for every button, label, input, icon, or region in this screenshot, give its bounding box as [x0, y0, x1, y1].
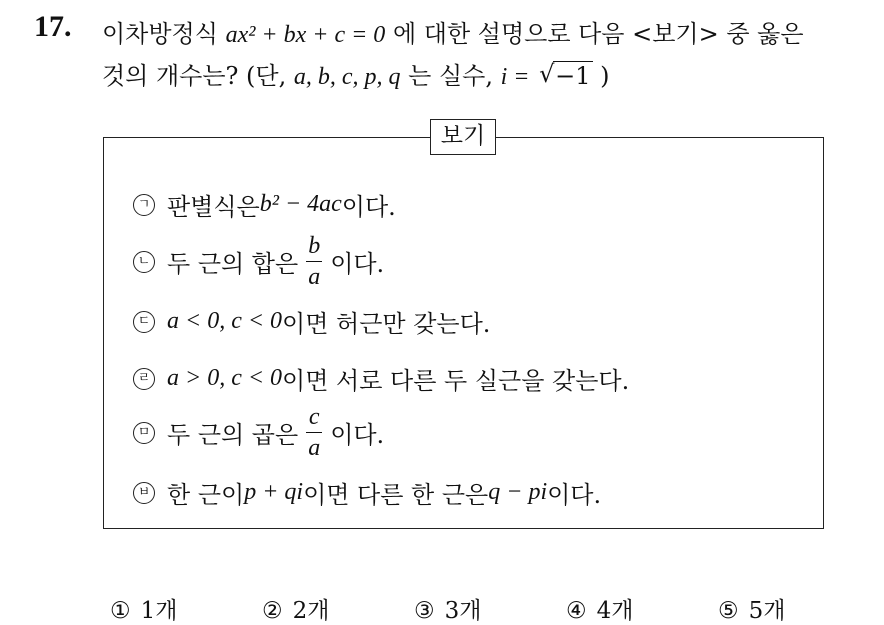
condition-post: ) [600, 62, 610, 90]
fraction-numerator: c [308, 404, 320, 430]
question-line-2 [102, 56, 610, 91]
answer-choices [0, 592, 884, 622]
bogi-item-6 [133, 475, 601, 510]
condition-pre: 것의 개수는? (단, [102, 62, 287, 90]
item-marker: ㄴ [133, 251, 155, 273]
bogi-label: 보기 [430, 119, 496, 155]
imaginary-unit: i = [500, 64, 530, 90]
choice-number: ① [110, 598, 131, 624]
fraction-b-over-a [306, 233, 322, 290]
choice-number: ③ [414, 598, 435, 624]
radical-sign-icon: √ [539, 60, 555, 88]
item-text-post: 이면 허근만 갖는다. [282, 310, 491, 338]
choice-label: 1개 [140, 598, 178, 624]
choice-label: 2개 [292, 598, 330, 624]
choice-label: 5개 [748, 598, 786, 624]
fraction-denominator: a [308, 435, 321, 461]
choice-label: 4개 [596, 598, 634, 624]
question-text-post: 에 대한 설명으로 다음 <보기> 중 옳은 [392, 20, 804, 48]
choice-4[interactable] [566, 592, 633, 625]
real-variables: a, b, c, p, q [293, 64, 401, 90]
question-number: 17. [34, 10, 72, 43]
bogi-item-4 [133, 361, 629, 396]
fraction-bar [306, 261, 322, 262]
quadratic-equation: ax² + bx + c = 0 [225, 22, 386, 48]
item-text-mid: 이면 다른 한 근은 [303, 481, 489, 509]
item-marker: ㄹ [133, 368, 155, 390]
bogi-item-1 [133, 187, 396, 222]
radicand: −1 [555, 62, 591, 90]
condition-expression: a < 0, c < 0 [167, 308, 283, 334]
choice-number: ⑤ [718, 598, 739, 624]
choice-number: ④ [566, 598, 587, 624]
condition-mid: 는 실수, [408, 62, 493, 90]
other-root-expression: q − pi [488, 479, 548, 505]
item-text-post: 이다. [330, 421, 385, 449]
choice-5[interactable] [718, 592, 785, 625]
bogi-item-3 [133, 304, 490, 339]
item-text-pre: 한 근이 [167, 481, 245, 509]
item-text-pre: 두 근의 합은 [167, 250, 299, 278]
item-marker: ㄱ [133, 194, 155, 216]
item-text-post: 이다. [341, 193, 396, 221]
choice-3[interactable] [414, 592, 481, 625]
item-text-post: 이다. [547, 481, 602, 509]
fraction-c-over-a [306, 404, 322, 461]
item-marker: ㅂ [133, 482, 155, 504]
choice-number: ② [262, 598, 283, 624]
root-expression: p + qi [244, 479, 304, 505]
bogi-item-5 [133, 404, 384, 461]
condition-expression: a > 0, c < 0 [167, 365, 283, 391]
question-line-1 [102, 14, 804, 49]
item-marker: ㅁ [133, 422, 155, 444]
question-text-pre: 이차방정식 [102, 20, 218, 48]
choice-1[interactable] [110, 592, 177, 625]
fraction-numerator: b [308, 233, 321, 259]
bogi-item-2 [133, 233, 384, 290]
fraction-denominator: a [308, 264, 321, 290]
choice-label: 3개 [444, 598, 482, 624]
choice-2[interactable] [262, 592, 329, 625]
sqrt-minus-one [539, 62, 592, 90]
fraction-bar [306, 432, 322, 433]
item-marker: ㄷ [133, 311, 155, 333]
item-text-post: 이면 서로 다른 두 실근을 갖는다. [282, 367, 630, 395]
discriminant-expression: b² − 4ac [259, 191, 342, 217]
item-text-pre: 판별식은 [167, 193, 260, 221]
item-text-post: 이다. [330, 250, 385, 278]
item-text-pre: 두 근의 곱은 [167, 421, 299, 449]
